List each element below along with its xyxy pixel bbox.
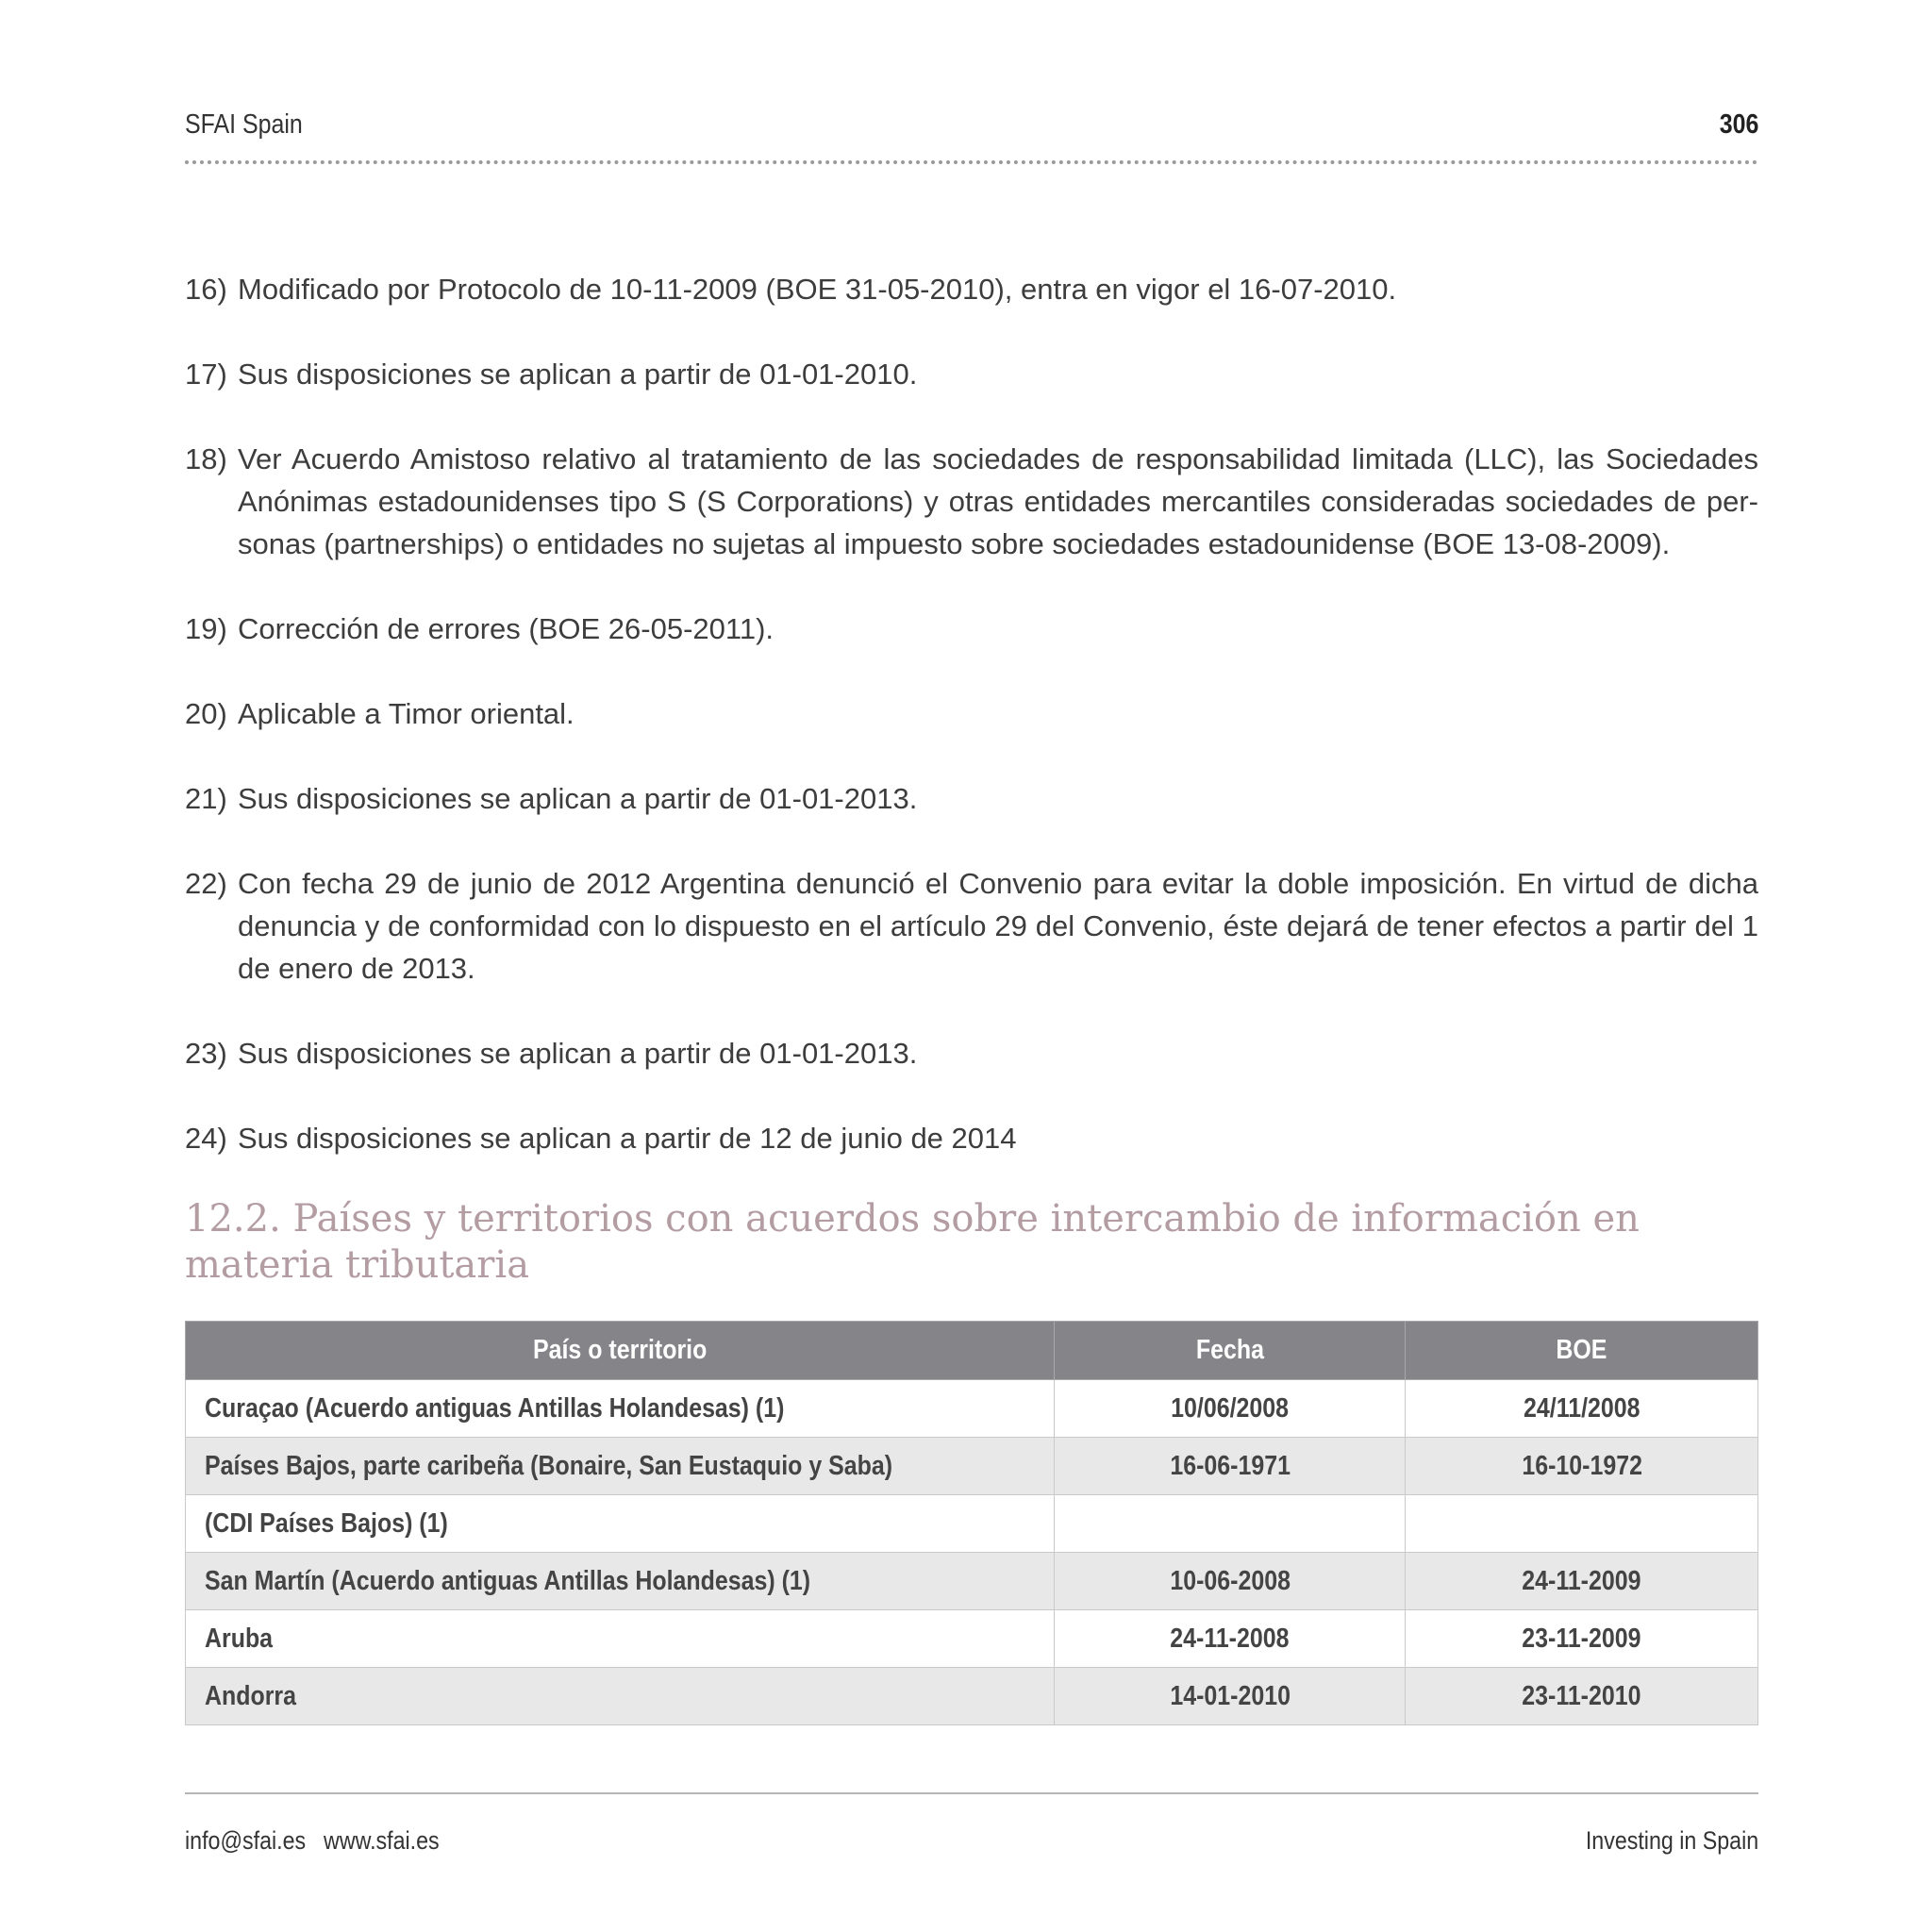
- footnote-item: [185, 353, 1758, 395]
- footnote-number: 18): [185, 442, 227, 475]
- cell-date: 10-06-2008: [1054, 1553, 1406, 1610]
- footnote-text: Ver Acuerdo Amistoso relativo al tratamiento de las sociedades de responsabilidad limitada (LLC), las Sociedades Anónimas estadounidenses tipo S (S Corporations) y otras entidades mercantiles consideradas sociedades de per- sonas (partnerships) o entidades no sujetas al impuesto sobre sociedades estadounidense (BOE 13-08-2009).: [238, 442, 1758, 560]
- cell-date: 10/06/2008: [1054, 1380, 1406, 1438]
- page-header: [185, 108, 1758, 164]
- footnote-number: 24): [185, 1122, 227, 1155]
- footnote-text: Aplicable a Timor oriental.: [238, 697, 575, 730]
- footnote-number: 20): [185, 697, 227, 730]
- footnote-item: [185, 268, 1758, 310]
- footer-website-link[interactable]: www.sfai.es: [324, 1826, 440, 1855]
- footer-contact: [185, 1826, 440, 1856]
- footnote-number: 22): [185, 867, 227, 900]
- cell-country: (CDI Países Bajos) (1): [186, 1495, 1055, 1553]
- footnote-item: [185, 608, 1758, 650]
- cell-country: San Martín (Acuerdo antiguas Antillas Holandesas) (1): [186, 1553, 1055, 1610]
- footnote-item: [185, 1032, 1758, 1074]
- footnote-number: 21): [185, 782, 227, 815]
- footnote-item: [185, 1117, 1758, 1159]
- cell-boe: 24-11-2009: [1406, 1553, 1758, 1610]
- footnote-text: Modificado por Protocolo de 10-11-2009 (BOE 31-05-2010), entra en vigor el 16-07-2010.: [238, 273, 1397, 306]
- cell-boe: [1406, 1495, 1758, 1553]
- cell-date: 16-06-1971: [1054, 1438, 1406, 1495]
- footnote-item: [185, 692, 1758, 735]
- table-row: [186, 1553, 1758, 1610]
- footnote-text: Sus disposiciones se aplican a partir de 01-01-2010.: [238, 358, 918, 391]
- footnote-number: 17): [185, 358, 227, 391]
- cell-date: 24-11-2008: [1054, 1610, 1406, 1668]
- footer-publication-title: Investing in Spain: [1585, 1826, 1758, 1855]
- cell-country: Andorra: [186, 1668, 1055, 1725]
- page-number: 306: [1719, 109, 1758, 140]
- table-header-row: [186, 1322, 1758, 1380]
- footnotes-list: [185, 268, 1758, 1202]
- footnote-item: [185, 438, 1758, 565]
- table-row: [186, 1668, 1758, 1725]
- footer-email-link[interactable]: info@sfai.es: [185, 1826, 307, 1855]
- table-row: [186, 1495, 1758, 1553]
- header-title: SFAI Spain: [185, 109, 303, 140]
- cell-date: 14-01-2010: [1054, 1668, 1406, 1725]
- cell-date: [1054, 1495, 1406, 1553]
- column-header-boe: BOE: [1406, 1322, 1758, 1380]
- cell-country: Curaçao (Acuerdo antiguas Antillas Holandesas) (1): [186, 1380, 1055, 1438]
- footnote-item: [185, 862, 1758, 990]
- footnote-text: Sus disposiciones se aplican a partir de 12 de junio de 2014: [238, 1122, 1017, 1155]
- cell-boe: 24/11/2008: [1406, 1380, 1758, 1438]
- footnote-number: 16): [185, 273, 227, 306]
- section-title: 12.2. Países y territorios con acuerdos sobre intercambio de información en materia tributaria: [185, 1197, 1640, 1287]
- cell-boe: 23-11-2009: [1406, 1610, 1758, 1668]
- footnote-number: 19): [185, 612, 227, 645]
- column-header-country: País o territorio: [186, 1322, 1055, 1380]
- footnote-number: 23): [185, 1037, 227, 1070]
- footnote-text: Sus disposiciones se aplican a partir de 01-01-2013.: [238, 782, 918, 815]
- footnote-text: Sus disposiciones se aplican a partir de 01-01-2013.: [238, 1037, 918, 1070]
- footnote-item: [185, 777, 1758, 820]
- table-row: [186, 1380, 1758, 1438]
- table-row: [186, 1610, 1758, 1668]
- cell-boe: 16-10-1972: [1406, 1438, 1758, 1495]
- agreements-table: [185, 1321, 1758, 1725]
- cell-country: Países Bajos, parte caribeña (Bonaire, San Eustaquio y Saba): [186, 1438, 1055, 1495]
- cell-boe: 23-11-2010: [1406, 1668, 1758, 1725]
- footnote-text: Con fecha 29 de junio de 2012 Argentina denunció el Convenio para evitar la doble imposición. En virtud de dicha denuncia y de conformidad con lo dispuesto en el artículo 29 del Convenio, éste dejará de tener efectos a partir del 1 de enero de 2013.: [238, 867, 1758, 985]
- cell-country: Aruba: [186, 1610, 1055, 1668]
- footnote-text: Corrección de errores (BOE 26-05-2011).: [238, 612, 774, 645]
- page-footer: [185, 1792, 1758, 1860]
- table-row: [186, 1438, 1758, 1495]
- column-header-date: Fecha: [1054, 1322, 1406, 1380]
